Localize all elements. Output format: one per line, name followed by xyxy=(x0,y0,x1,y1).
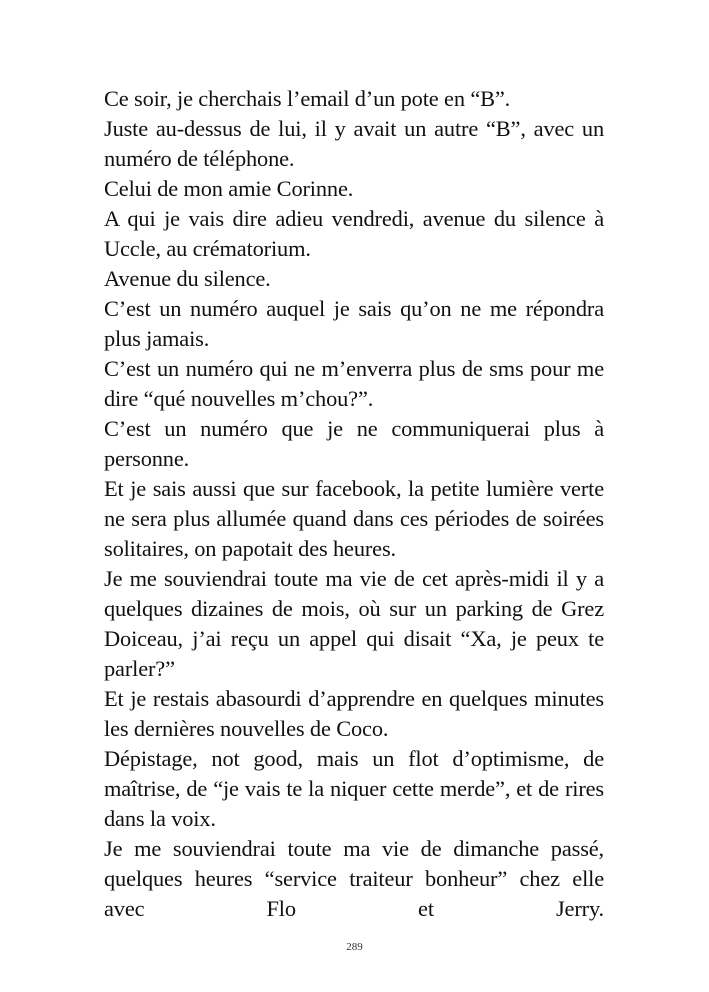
paragraph: C’est un numéro que je ne communiquerai plus à personne. xyxy=(104,416,604,471)
paragraph: Je me souviendrai toute ma vie de dimanche passé, quelques heures “service traiteur bonheur” chez elle avec Flo et Jerry. xyxy=(104,836,604,921)
paragraph: Avenue du silence. xyxy=(104,266,271,291)
paragraph: Et je sais aussi que sur facebook, la petite lumière verte ne sera plus allumée quand dans ces périodes de soirées solitaires, on papotait des heures. xyxy=(104,476,604,561)
paragraph: C’est un numéro qui ne m’enverra plus de sms pour me dire “qué nouvelles m’chou?”. xyxy=(104,356,604,411)
paragraph: A qui je vais dire adieu vendredi, avenue du silence à Uccle, au crématorium. xyxy=(104,206,604,261)
paragraph: Juste au-dessus de lui, il y avait un autre “B”, avec un numéro de téléphone. xyxy=(104,116,604,171)
paragraph: Et je restais abasourdi d’apprendre en quelques minutes les dernières nouvelles de Coco. xyxy=(104,686,604,741)
paragraph: Je me souviendrai toute ma vie de cet après-midi il y a quelques dizaines de mois, où sur un parking de Grez Doiceau, j’ai reçu un appel qui disait “Xa, je peux te parler?” xyxy=(104,566,604,681)
paragraph: Ce soir, je cherchais l’email d’un pote en “B”. xyxy=(104,86,511,111)
paragraph: Dépistage, not good, mais un flot d’optimisme, de maîtrise, de “je vais te la niquer cette merde”, et de rires dans la voix. xyxy=(104,746,604,831)
page-number: 289 xyxy=(346,941,363,953)
paragraph: Celui de mon amie Corinne. xyxy=(104,176,354,201)
paragraph: C’est un numéro auquel je sais qu’on ne me répondra plus jamais. xyxy=(104,296,604,351)
body-text xyxy=(104,84,604,924)
